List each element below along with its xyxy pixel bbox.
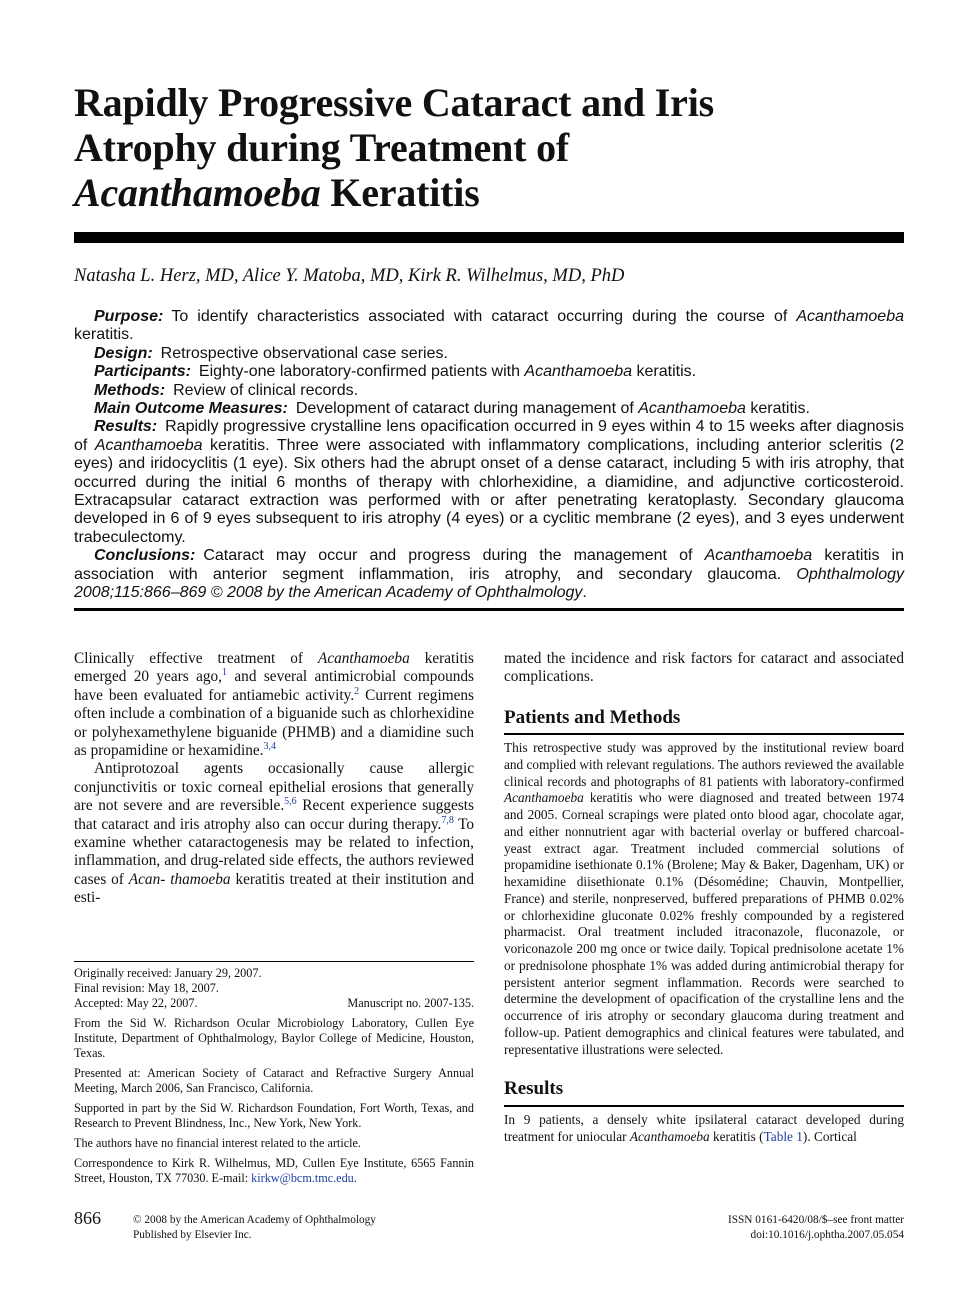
manuscript-number: Manuscript no. 2007-135.	[347, 996, 474, 1010]
intro-paragraph-continued: mated the incidence and risk factors for cataract and associated complications.	[504, 650, 904, 686]
final-revision-date: Final revision: May 18, 2007.	[74, 981, 219, 995]
accepted-date: Accepted: May 22, 2007.	[74, 996, 198, 1010]
abstract-conclusions: Conclusions: Cataract may occur and progress during the management of Acanthamoeba keratitis in association with anterior segment inflammation, iris atrophy, and secondary glaucoma. Ophthalmology 2008;115:866–869 © 2008 by the American Academy of Ophthalmology.	[74, 547, 905, 602]
presented-at: Presented at: American Society of Cataract and Refractive Surgery Annual Meeting, March 2006, San Francisco, California.	[74, 1066, 474, 1095]
citation: Ophthalmology 2008;115:866–869 © 2008 by the American Academy of Ophthalmology	[74, 565, 904, 602]
issn-block	[604, 1213, 904, 1243]
intro-column	[74, 650, 474, 908]
table-link[interactable]: Table 1	[763, 1128, 803, 1144]
email-link[interactable]: kirkw@bcm.tmc.edu	[251, 1171, 354, 1185]
title-organism: Acanthamoeba	[74, 170, 321, 215]
methods-heading-rule	[504, 733, 904, 735]
intro-paragraph-1: Clinically effective treatment of Acanthamoeba keratitis emerged 20 years ago,$^1$ and several antimicrobial compounds have been evaluated for antiamebic activity.$^2$ Current regimens often include a combination of a biguanide such as chlorhexidine or polyhexamethylene biguanide (PHMB) and a diamidine such as propamidine or hexamidine.$^{3,4}$	[74, 650, 474, 760]
results-heading-rule	[504, 1105, 904, 1107]
outcome-label: Main Outcome Measures:	[94, 400, 288, 418]
publisher: Published by Elsevier Inc.	[133, 1229, 252, 1241]
reference-link[interactable]: 7,8	[441, 814, 454, 826]
results-paragraph: In 9 patients, a densely white ipsilateral cataract developed during treatment for uniocular Acanthamoeba keratitis (Table 1). Cortical	[504, 1111, 904, 1144]
copyright: © 2008 by the American Academy of Ophthalmology	[133, 1214, 376, 1226]
footnote-rule	[74, 961, 474, 962]
footnotes	[74, 966, 474, 1191]
reference-link[interactable]: 5,6	[284, 796, 297, 808]
abstract-methods: Methods: Review of clinical records.	[94, 381, 359, 399]
abstract-outcome: Main Outcome Measures: Development of cataract during management of Acanthamoeba keratitis.	[94, 400, 810, 418]
methods-label: Methods:	[94, 381, 166, 399]
reference-link[interactable]: 1	[222, 667, 227, 679]
methods-paragraph: This retrospective study was approved by the institutional review board and complied with relevant regulations. The authors reviewed the available clinical records and photographs of 81 patients with laboratory-confirmed Acanthamoeba keratitis who were diagnosed and treated between 1974 and 2005. Corneal scrapings were plated onto blood agar, chocolate agar, and either nonnutrient agar with bacterial overlay or buffered charcoal-yeast extract agar. Treatment included commercial solutions of propamidine isethionate 0.1% (Brolene; May & Baker, Dagenham, UK) or hexamidine diisethionate 0.1% (Désomédine; Chauvin, Montpellier, France) and sterile, nonpreserved, buffered preparations of PHMB 0.02% or chlorhexidine gluconate 0.02% freshly compounded by a registered pharmacist. Oral treatment included itraconazole, fluconazole, or voriconazole 200 mg once or twice daily. Topical prednisolone acetate 1% or prednisolone phosphate 1% was added during antimicrobial therapy for persistent anterior segment inflammation. Records were searched to determine the development of opacification of the crystalline lens and the occurrence of iris atrophy or secondary glaucoma during treatment and follow-up. Patient demographics and clinical features were tabulated, and representative illustrations were selected.	[504, 740, 904, 1057]
copyright-block	[133, 1213, 376, 1243]
title-line-2: Atrophy during Treatment of	[74, 125, 569, 170]
methods-heading: Patients and Methods	[504, 706, 681, 728]
title-rule	[74, 232, 904, 243]
article-title	[74, 80, 914, 215]
abstract-participants: Participants: Eighty-one laboratory-confirmed patients with Acanthamoeba keratitis.	[94, 363, 697, 381]
correspondence: Correspondence to Kirk R. Wilhelmus, MD, Cullen Eye Institute, 6565 Fannin Street, Houston, TX 77030. E-mail: kirkw@bcm.tmc.edu.	[74, 1156, 474, 1185]
received-date: Originally received: January 29, 2007.	[74, 966, 262, 980]
reference-link[interactable]: 2	[354, 685, 360, 697]
abstract-design: Design: Retrospective observational case series.	[94, 344, 448, 362]
abstract-results: Results: Rapidly progressive crystalline lens opacification occurred in 9 eyes within 4 to 15 weeks after diagnosis of Acanthamoeba keratitis. Three were associated with inflammatory complications, including anterior scleritis (2 eyes) and iridocyclitis (1 eye). Six others had the abrupt onset of a dense cataract, including 5 with iris atrophy, that occurred during the initial 6 months of therapy with chlorhexidine, a diamidine, and adjunctive corticosteroid. Extracapsular cataract extraction was performed with or after penetrating keratoplasty. Secondary glaucoma developed in 6 of 9 eyes subsequent to iris atrophy (4 eyes) or a cyclitic membrane (2 eyes), and 3 eyes underwent trabeculectomy.	[74, 418, 904, 546]
abstract-purpose: Purpose: To identify characteristics associated with cataract occurring during the course of Acanthamoeba keratitis.	[74, 308, 904, 344]
title-line-3	[74, 170, 914, 215]
intro-paragraph-2: Antiprotozoal agents occasionally cause allergic conjunctivitis or toxic corneal epithelial erosions that generally are not severe and are reversible.$^{5,6}$ Recent experience suggests that cataract and iris atrophy also can occur during therapy.$^{7,8}$ To examine whether cataractogenesis may be related to infection, inflammation, and drug-related side effects, the authors reviewed cases of Acan- thamoeba keratitis treated at their institution and esti-	[74, 760, 474, 907]
accepted-row	[74, 996, 474, 1011]
author-list: Natasha L. Herz, MD, Alice Y. Matoba, MD, Kirk R. Wilhelmus, MD, PhD	[74, 266, 625, 286]
abstract-rule	[74, 608, 904, 611]
interest-statement: The authors have no financial interest related to the article.	[74, 1136, 361, 1150]
purpose-label: Purpose:	[94, 308, 164, 325]
title-line-1: Rapidly Progressive Cataract and Iris	[74, 80, 714, 125]
issn: ISSN 0161-6420/08/$–see front matter	[727, 1214, 904, 1226]
right-column	[504, 650, 904, 1145]
funding: Supported in part by the Sid W. Richardson Foundation, Fort Worth, Texas, and Research to Prevent Blindness, Inc., New York, New York.	[74, 1101, 474, 1130]
reference-link[interactable]: 3,4	[263, 740, 276, 752]
conclusions-label: Conclusions:	[94, 547, 196, 565]
doi[interactable]: doi:10.1016/j.ophtha.2007.05.054	[750, 1229, 904, 1241]
design-label: Design:	[94, 344, 153, 362]
page-number: 866	[74, 1208, 101, 1228]
participants-label: Participants:	[94, 363, 191, 381]
abstract	[74, 308, 904, 603]
results-label: Results:	[94, 418, 158, 436]
affiliation: From the Sid W. Richardson Ocular Microbiology Laboratory, Cullen Eye Institute, Department of Ophthalmology, Baylor College of Medicine, Houston, Texas.	[74, 1016, 474, 1060]
title-line-3-rest: Keratitis	[320, 170, 480, 215]
results-heading: Results	[504, 1078, 564, 1100]
